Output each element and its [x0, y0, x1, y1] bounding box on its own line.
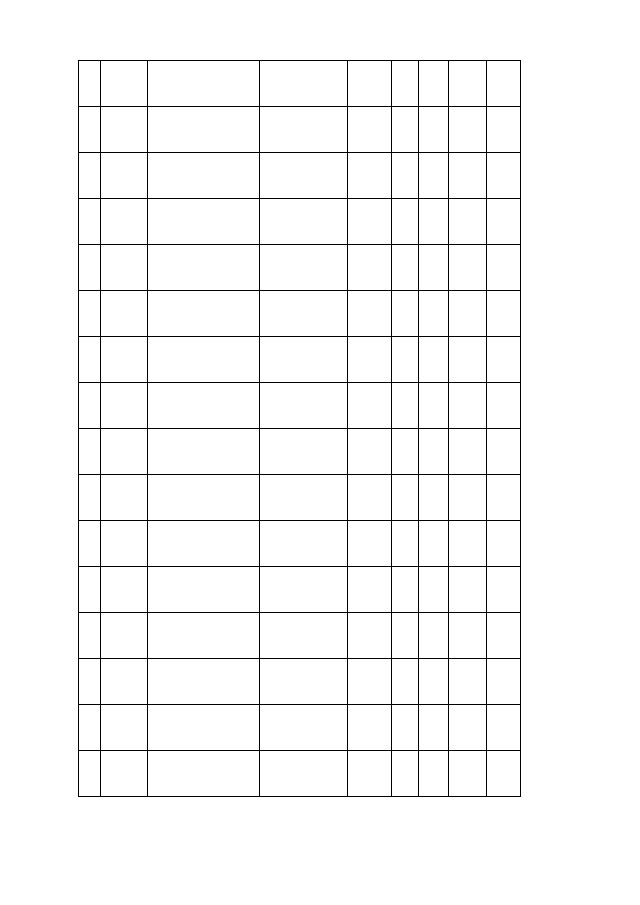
- cell-purpose: [260, 567, 348, 613]
- cell-area: [392, 659, 419, 705]
- cell-total: [487, 521, 521, 567]
- cell-c6: [419, 429, 449, 475]
- cell-purpose: [260, 659, 348, 705]
- cell-share: [449, 705, 487, 751]
- cell-purpose: [260, 337, 348, 383]
- cell-id: [79, 429, 101, 475]
- cell-cad: [101, 199, 148, 245]
- table-row: [79, 107, 521, 153]
- cell-cad: [101, 429, 148, 475]
- cell-total: [487, 337, 521, 383]
- cell-total: [487, 659, 521, 705]
- cell-share: [449, 337, 487, 383]
- cell-cad: [101, 475, 148, 521]
- cell-total: [487, 61, 521, 107]
- cell-c6: [419, 475, 449, 521]
- cell-cad: [101, 751, 148, 797]
- cell-id: [79, 751, 101, 797]
- cell-c6: [419, 107, 449, 153]
- cell-enc: [348, 107, 392, 153]
- cell-cad: [101, 291, 148, 337]
- cell-desc: [148, 337, 260, 383]
- table-row: [79, 659, 521, 705]
- cell-area: [392, 383, 419, 429]
- cell-purpose: [260, 291, 348, 337]
- cell-desc: [148, 751, 260, 797]
- cell-c6: [419, 567, 449, 613]
- cell-area: [392, 705, 419, 751]
- cell-total: [487, 751, 521, 797]
- cell-purpose: [260, 383, 348, 429]
- cell-id: [79, 291, 101, 337]
- cell-area: [392, 245, 419, 291]
- table-row: [79, 567, 521, 613]
- cell-total: [487, 291, 521, 337]
- cell-purpose: [260, 751, 348, 797]
- table-row: [79, 245, 521, 291]
- cell-enc: [348, 751, 392, 797]
- cell-desc: [148, 245, 260, 291]
- cell-share: [449, 751, 487, 797]
- cell-enc: [348, 337, 392, 383]
- cell-cad: [101, 659, 148, 705]
- cell-enc: [348, 613, 392, 659]
- cell-c6: [419, 521, 449, 567]
- cell-cad: [101, 383, 148, 429]
- cell-c6: [419, 751, 449, 797]
- cell-area: [392, 613, 419, 659]
- cell-share: [449, 521, 487, 567]
- cell-c6: [419, 245, 449, 291]
- cell-area: [392, 107, 419, 153]
- cell-enc: [348, 199, 392, 245]
- cell-total: [487, 475, 521, 521]
- cell-desc: [148, 153, 260, 199]
- cell-cad: [101, 153, 148, 199]
- cell-id: [79, 475, 101, 521]
- cell-enc: [348, 245, 392, 291]
- cell-purpose: [260, 107, 348, 153]
- cell-share: [449, 107, 487, 153]
- cell-cad: [101, 705, 148, 751]
- cell-total: [487, 107, 521, 153]
- cell-id: [79, 567, 101, 613]
- cell-desc: [148, 61, 260, 107]
- table-row: [79, 613, 521, 659]
- cell-enc: [348, 521, 392, 567]
- cell-purpose: [260, 521, 348, 567]
- cell-enc: [348, 153, 392, 199]
- cell-purpose: [260, 61, 348, 107]
- cell-cad: [101, 245, 148, 291]
- cell-enc: [348, 475, 392, 521]
- cell-share: [449, 245, 487, 291]
- cell-c6: [419, 337, 449, 383]
- cell-id: [79, 107, 101, 153]
- table-row: [79, 337, 521, 383]
- cell-area: [392, 567, 419, 613]
- cell-id: [79, 61, 101, 107]
- cell-cad: [101, 613, 148, 659]
- table-row: [79, 475, 521, 521]
- cell-desc: [148, 429, 260, 475]
- cell-id: [79, 705, 101, 751]
- table-row: [79, 199, 521, 245]
- cell-desc: [148, 199, 260, 245]
- cell-enc: [348, 61, 392, 107]
- cell-desc: [148, 613, 260, 659]
- cell-area: [392, 199, 419, 245]
- cell-purpose: [260, 613, 348, 659]
- cell-area: [392, 521, 419, 567]
- cell-id: [79, 383, 101, 429]
- cell-purpose: [260, 429, 348, 475]
- cell-cad: [101, 521, 148, 567]
- cell-c6: [419, 383, 449, 429]
- cell-id: [79, 245, 101, 291]
- cell-total: [487, 613, 521, 659]
- table-row: [79, 705, 521, 751]
- cell-area: [392, 429, 419, 475]
- cell-cad: [101, 107, 148, 153]
- cell-area: [392, 475, 419, 521]
- cell-cad: [101, 337, 148, 383]
- cell-cad: [101, 61, 148, 107]
- cell-c6: [419, 61, 449, 107]
- cell-c6: [419, 199, 449, 245]
- cell-share: [449, 383, 487, 429]
- cell-total: [487, 199, 521, 245]
- cell-id: [79, 199, 101, 245]
- cell-c6: [419, 659, 449, 705]
- cell-area: [392, 751, 419, 797]
- cell-c6: [419, 153, 449, 199]
- cell-total: [487, 567, 521, 613]
- table-row: [79, 751, 521, 797]
- cell-purpose: [260, 475, 348, 521]
- cell-id: [79, 613, 101, 659]
- table-row: [79, 291, 521, 337]
- cell-share: [449, 153, 487, 199]
- table-row: [79, 521, 521, 567]
- table-row: [79, 383, 521, 429]
- cell-desc: [148, 107, 260, 153]
- cell-area: [392, 61, 419, 107]
- table-row: [79, 61, 521, 107]
- cell-id: [79, 521, 101, 567]
- cell-enc: [348, 705, 392, 751]
- cell-purpose: [260, 199, 348, 245]
- cell-enc: [348, 291, 392, 337]
- cell-purpose: [260, 153, 348, 199]
- cell-enc: [348, 567, 392, 613]
- cell-enc: [348, 383, 392, 429]
- cell-total: [487, 429, 521, 475]
- cell-enc: [348, 429, 392, 475]
- cell-c6: [419, 613, 449, 659]
- cell-area: [392, 337, 419, 383]
- cell-total: [487, 383, 521, 429]
- cell-desc: [148, 521, 260, 567]
- cell-share: [449, 567, 487, 613]
- cell-area: [392, 153, 419, 199]
- parcel-table: [78, 60, 521, 797]
- cell-desc: [148, 291, 260, 337]
- cell-area: [392, 291, 419, 337]
- cell-share: [449, 61, 487, 107]
- cell-purpose: [260, 245, 348, 291]
- cell-share: [449, 659, 487, 705]
- cell-desc: [148, 567, 260, 613]
- cell-desc: [148, 659, 260, 705]
- cell-id: [79, 153, 101, 199]
- cell-share: [449, 613, 487, 659]
- cell-share: [449, 429, 487, 475]
- cell-share: [449, 291, 487, 337]
- cell-c6: [419, 291, 449, 337]
- cell-c6: [419, 705, 449, 751]
- cell-desc: [148, 383, 260, 429]
- table-row: [79, 429, 521, 475]
- cell-total: [487, 245, 521, 291]
- cell-desc: [148, 705, 260, 751]
- cell-cad: [101, 567, 148, 613]
- cell-total: [487, 705, 521, 751]
- table-row: [79, 153, 521, 199]
- cell-total: [487, 153, 521, 199]
- cell-enc: [348, 659, 392, 705]
- parcel-table-body: [79, 61, 521, 797]
- cell-desc: [148, 475, 260, 521]
- cell-purpose: [260, 705, 348, 751]
- cell-share: [449, 199, 487, 245]
- cell-id: [79, 659, 101, 705]
- cell-id: [79, 337, 101, 383]
- cell-share: [449, 475, 487, 521]
